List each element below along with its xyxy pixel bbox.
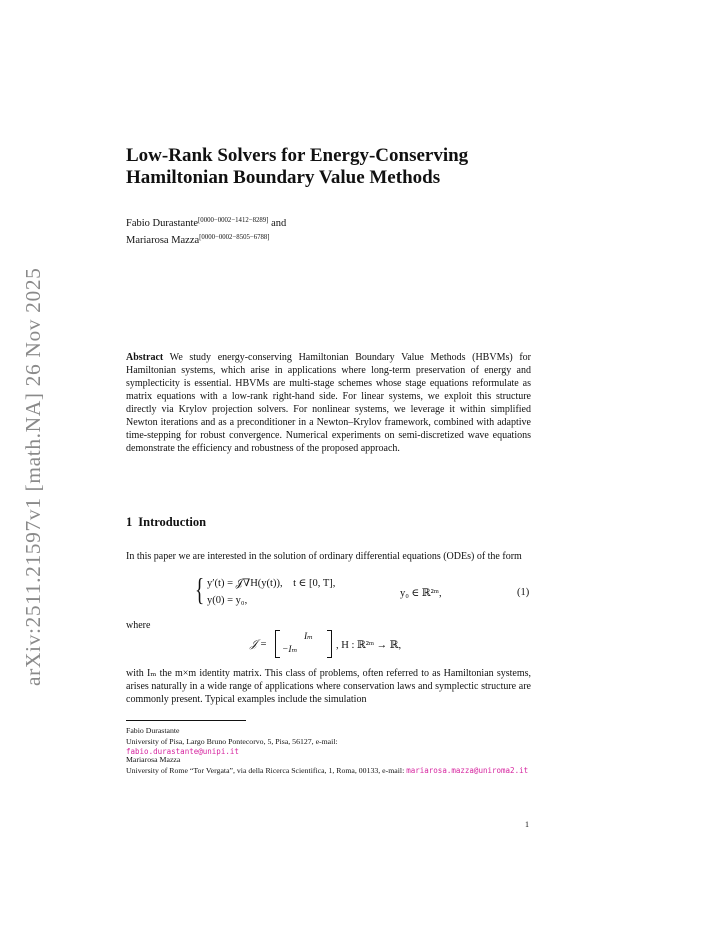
eq1-interval: t ∈ [0, T], <box>293 578 336 589</box>
abstract <box>126 351 531 455</box>
equation-number: (1) <box>517 587 530 598</box>
author-1-name: Fabio Durastante <box>126 218 199 229</box>
intro-paragraph-2: with Iₘ the m×m identity matrix. This class of problems, often referred to as Hamiltonian systems, arises naturally in a wide range of applications where conservation laws and symplectic structure are commonly present. Typical examples include the simulation <box>126 668 531 705</box>
equation-2 <box>250 630 450 660</box>
section-heading <box>126 515 206 530</box>
footnote-1-name: Fabio Durastante <box>126 726 180 735</box>
footnote-author-1 <box>126 726 536 758</box>
title-line-2: Hamiltonian Boundary Value Methods <box>126 167 441 188</box>
where-text: where <box>126 620 151 631</box>
matrix-top-entry: Iₘ <box>304 632 313 642</box>
paper-title <box>126 145 546 189</box>
author-2 <box>126 231 286 248</box>
eq1-line-1 <box>207 577 335 590</box>
author-1-orcid[interactable]: [0000−0002−1412−8289] <box>198 217 269 224</box>
eq1-condition: y₀ ∈ ℝ²ᵐ, <box>400 588 442 599</box>
section-number: 1 <box>126 515 133 529</box>
author-2-orcid[interactable]: [0000−0002−8505−6788] <box>199 234 270 241</box>
eq2-lhs: 𝒥 = <box>250 639 267 650</box>
author-2-email-link[interactable]: mariarosa.mazza@uniroma2.it <box>406 765 529 775</box>
footnote-2-address: University of Rome “Tor Vergata”, via della Ricerca Scientifica, 1, Roma, 00133, e-mail: <box>126 765 407 775</box>
left-brace-glyph: { <box>195 571 205 607</box>
abstract-text: We study energy-conserving Hamiltonian Boundary Value Methods (HBVMs) for Hamiltonian systems, which arise in applications where long-term preservation of energy and symplecticity is essential. HBVMs are multi-stage schemes whose stage equations reformulate as matrix equations with a low-rank right-hand side. For linear systems, we exploit this structure directly via Krylov projection solvers. For nonlinear systems, we leverage it within simplified Newton iterations and as a preconditioner in a Newton–Krylov framework, combined with adaptive time-stepping for robust convergence. Numerical experiments on semi-discretized wave equations demonstrate the efficiency and robustness of the proposed approach. <box>126 352 531 454</box>
title-line-1: Low-Rank Solvers for Energy-Conserving <box>126 145 469 166</box>
block-matrix <box>275 630 332 658</box>
arxiv-identifier-stamp <box>18 246 48 686</box>
author-1-email-link[interactable]: fabio.durastante@unipi.it <box>126 747 239 756</box>
footnote-1-address: University of Pisa, Largo Bruno Pontecorvo, 5, Pisa, 56127, e-mail: <box>126 736 338 746</box>
page-number: 1 <box>525 820 529 829</box>
matrix-bottom-entry: −Iₘ <box>282 645 298 655</box>
author-conjunction: and <box>268 218 287 229</box>
eq2-rhs: , H : ℝ²ᵐ → ℝ, <box>336 640 402 651</box>
equation-1 <box>195 571 535 613</box>
section-title: Introduction <box>138 515 207 529</box>
eq1-ode: y′(t) = 𝒥∇H(y(t)), <box>207 578 283 589</box>
author-list <box>126 214 286 248</box>
author-1 <box>126 214 286 231</box>
footnote-author-2 <box>126 755 536 776</box>
eq1-line-2: y(0) = y₀, <box>207 595 248 606</box>
abstract-label: Abstract <box>126 352 164 363</box>
arxiv-id[interactable]: arXiv:2511.21597v1 [math.NA] 26 Nov 2025 <box>21 267 45 686</box>
footnote-divider <box>126 720 246 721</box>
footnote-2-name: Mariarosa Mazza <box>126 755 181 764</box>
intro-paragraph-1: In this paper we are interested in the solution of ordinary differential equations (ODEs) of the form <box>126 551 522 562</box>
author-2-name: Mariarosa Mazza <box>126 235 200 246</box>
